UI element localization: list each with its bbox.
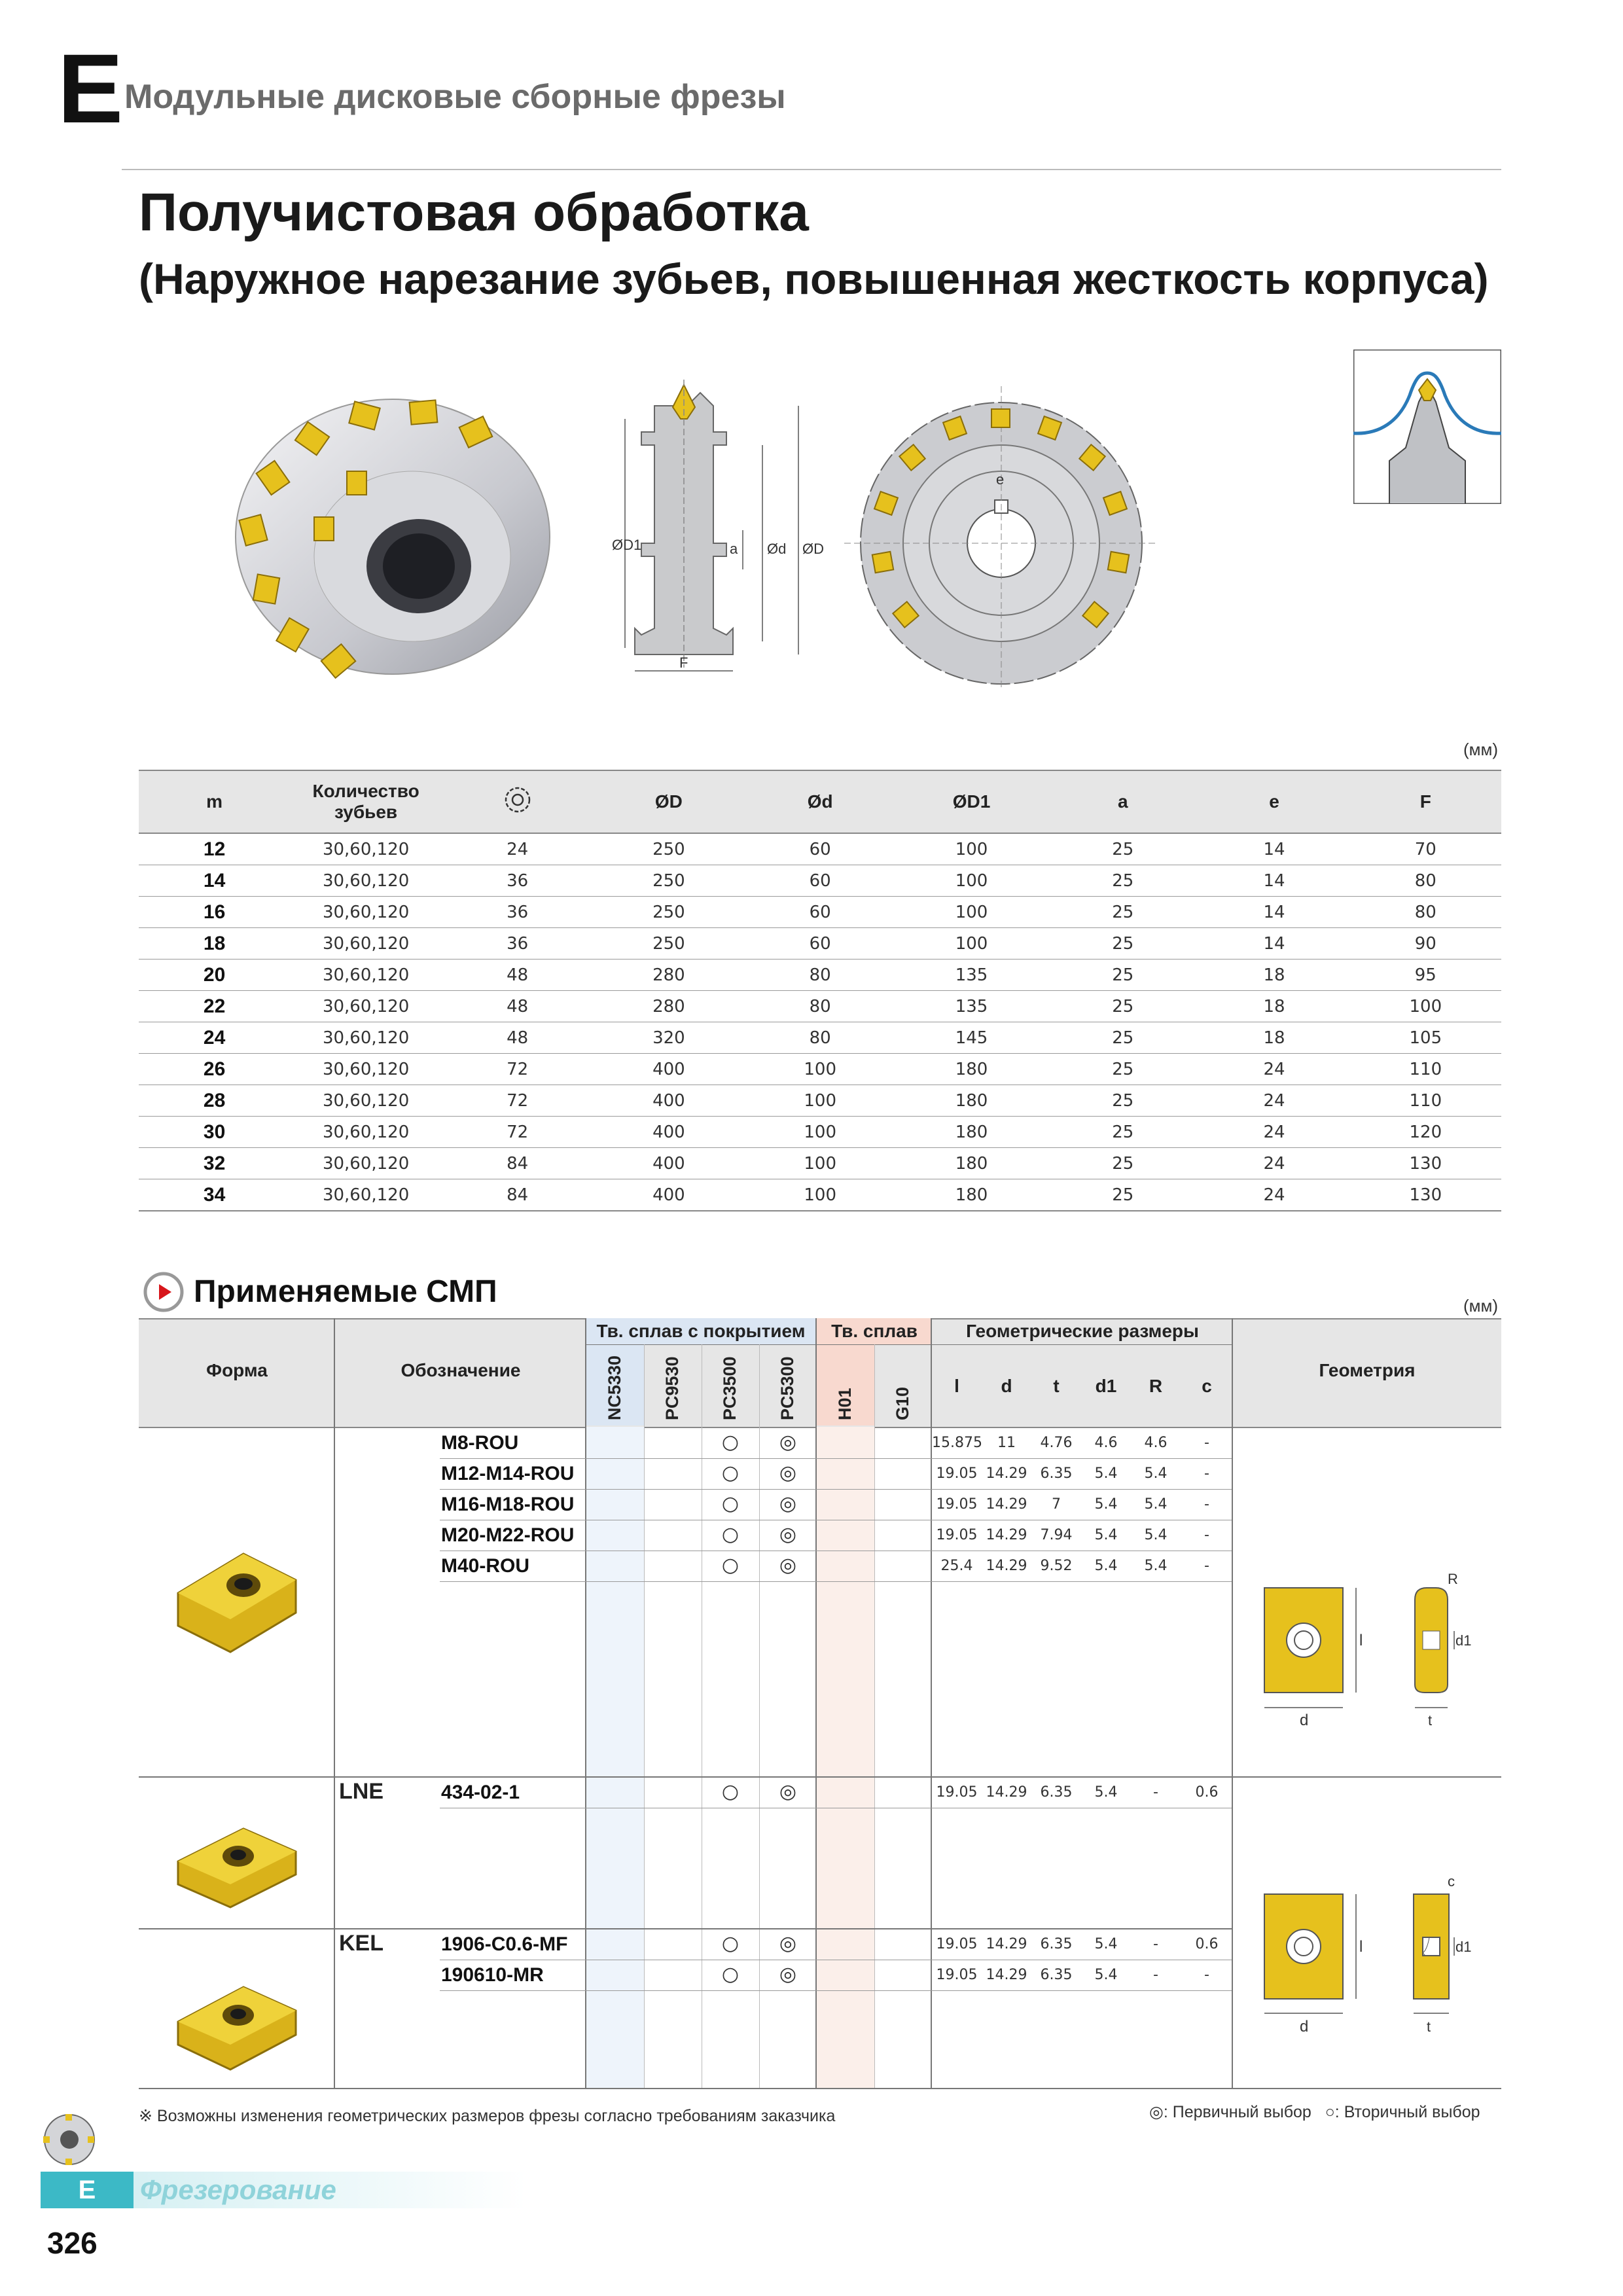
cutter-thumbnail-icon (41, 2111, 98, 2168)
spec-row (139, 1022, 1501, 1054)
insert-row-line (440, 1581, 1232, 1582)
page-title: Получистовая обработка (139, 183, 809, 242)
dim-cell: 19.05 (936, 1496, 978, 1513)
geom2-label-t: t (1427, 2018, 1431, 2035)
coated-col-fill (586, 1427, 644, 2088)
h-coated: Тв. сплав с покрытием (596, 1321, 806, 1341)
spec-cell: 48 (442, 991, 593, 1022)
spec-cell: 30,60,120 (290, 865, 442, 897)
spec-cell: 18 (1198, 960, 1349, 991)
spec-row (139, 865, 1501, 897)
spec-row (139, 1117, 1501, 1148)
spec-cell: 48 (442, 960, 593, 991)
spec-row (139, 1085, 1501, 1117)
dim-cell: 4.6 (1094, 1435, 1118, 1451)
dim-cell: 5.4 (1094, 1967, 1118, 1983)
inserts-section-title: Применяемые СМП (194, 1274, 497, 1309)
label-od1: ØD1 (612, 537, 642, 553)
dim-cell: - (1153, 1784, 1158, 1801)
spec-cell: 36 (442, 865, 593, 897)
dim-cell: 5.4 (1094, 1527, 1118, 1543)
vline-g4 (874, 1344, 875, 2089)
spec-cell: 100 (745, 1054, 896, 1085)
dim-cell: 19.05 (936, 1527, 978, 1543)
dim-cell: - (1204, 1558, 1209, 1574)
cutter-front-drawing (844, 386, 1158, 687)
vline-form (334, 1318, 335, 2089)
double-circle-icon: ◎ (779, 1431, 797, 1454)
spec-row (139, 991, 1501, 1022)
spec-cell: 14 (139, 865, 290, 897)
cutter-photo (216, 380, 556, 687)
spec-cell: 14 (1198, 928, 1349, 960)
legend-primary: : Первичный выбор (1163, 2103, 1311, 2121)
spec-cell: 110 (1350, 1085, 1501, 1117)
geom-label-t: t (1428, 1712, 1433, 1729)
hline-geomhead (932, 1344, 1232, 1345)
spec-cell: 30,60,120 (290, 1022, 442, 1054)
group-sep-1 (139, 1776, 1501, 1778)
spec-cell: 30,60,120 (290, 833, 442, 865)
insert-row-line (440, 1458, 1232, 1459)
spec-cell: 72 (442, 1117, 593, 1148)
spec-cell: 100 (896, 833, 1047, 865)
spec-cell: 250 (593, 833, 744, 865)
col-a: a (1047, 770, 1198, 833)
spec-cell: 30,60,120 (290, 1179, 442, 1211)
insert-code: M8-ROU (441, 1432, 519, 1454)
vline-geom (1232, 1318, 1233, 2089)
col-teeth-line2: зубьев (334, 802, 398, 822)
spec-cell: 320 (593, 1022, 744, 1054)
circle-icon: ○ (1325, 2103, 1335, 2121)
grade-header: H01 (835, 1388, 855, 1420)
cutter-section-drawing (609, 380, 831, 674)
dim-header: d (1001, 1376, 1012, 1396)
geom-label-R: R (1448, 1573, 1458, 1587)
h-code: Обозначение (401, 1360, 521, 1380)
dim-cell: 7.94 (1040, 1527, 1073, 1543)
dim-cell: - (1204, 1496, 1209, 1513)
spec-cell: 105 (1350, 1022, 1501, 1054)
insert-code: 1906-C0.6-MF (441, 1933, 568, 1955)
spec-cell: 36 (442, 928, 593, 960)
dim-cell: 4.76 (1040, 1435, 1073, 1451)
spec-cell: 135 (896, 960, 1047, 991)
spec-cell: 100 (896, 865, 1047, 897)
spec-cell: 135 (896, 991, 1047, 1022)
dim-cell: - (1204, 1527, 1209, 1543)
header-divider (122, 169, 1501, 170)
dim-cell: 6.35 (1040, 1936, 1073, 1952)
spec-cell: 180 (896, 1054, 1047, 1085)
spec-cell: 20 (139, 960, 290, 991)
insert-row-line (440, 1489, 1232, 1490)
col-od: Ød (745, 770, 896, 833)
spec-cell: 130 (1350, 1148, 1501, 1179)
spec-cell: 25 (1047, 833, 1198, 865)
spec-cell: 30,60,120 (290, 1148, 442, 1179)
circle-icon: ○ (721, 1963, 740, 1986)
spec-cell: 100 (1350, 991, 1501, 1022)
spec-cell: 30 (139, 1117, 290, 1148)
dim-cell: 15.875 (932, 1435, 982, 1451)
spec-cell: 70 (1350, 833, 1501, 865)
dim-cell: 4.6 (1144, 1435, 1168, 1451)
inserts-table (139, 1318, 1501, 2089)
spec-cell: 100 (745, 1117, 896, 1148)
spec-cell: 16 (139, 897, 290, 928)
geom2-label-l: l (1359, 1938, 1363, 1956)
spec-cell: 400 (593, 1179, 744, 1211)
double-circle-icon: ◎ (779, 1492, 797, 1515)
insert-code: M40-ROU (441, 1555, 530, 1577)
spec-cell: 25 (1047, 865, 1198, 897)
spec-cell: 250 (593, 865, 744, 897)
geom2-label-c: c (1448, 1873, 1455, 1890)
dim-cell: 11 (997, 1435, 1016, 1451)
dim-cell: 5.4 (1094, 1558, 1118, 1574)
dim-cell: 5.4 (1094, 1784, 1118, 1801)
spec-cell: 25 (1047, 1085, 1198, 1117)
spec-cell: 145 (896, 1022, 1047, 1054)
chapter-name: Фрезерование (140, 2174, 336, 2205)
group-sep-2 (139, 1928, 1232, 1929)
label-f: F (679, 655, 688, 671)
spec-cell: 24 (1198, 1179, 1349, 1211)
spec-cell: 100 (896, 928, 1047, 960)
spec-cell: 25 (1047, 1148, 1198, 1179)
spec-header-row (139, 770, 1501, 833)
dim-cell: 6.35 (1040, 1465, 1073, 1482)
spec-row (139, 897, 1501, 928)
spec-cell: 400 (593, 1117, 744, 1148)
col-F: F (1350, 770, 1501, 833)
circle-icon: ○ (721, 1492, 740, 1515)
spec-cell: 24 (1198, 1148, 1349, 1179)
dim-cell: 14.29 (986, 1784, 1027, 1801)
double-circle-icon: ◎ (1149, 2103, 1164, 2121)
circle-icon: ○ (721, 1523, 740, 1546)
spec-cell: 100 (745, 1085, 896, 1117)
vline-g1 (644, 1344, 645, 2089)
spec-cell: 28 (139, 1085, 290, 1117)
dim-cell: 5.4 (1144, 1527, 1168, 1543)
page-subtitle: (Наружное нарезание зубьев, повышенная жесткость корпуса) (139, 255, 1489, 303)
dim-cell: 5.4 (1144, 1558, 1168, 1574)
spec-cell: 60 (745, 865, 896, 897)
dim-cell: - (1204, 1435, 1209, 1451)
dim-cell: 6.35 (1040, 1967, 1073, 1983)
spec-cell: 30,60,120 (290, 1117, 442, 1148)
dim-cell: 14.29 (986, 1465, 1027, 1482)
h-carbide: Тв. сплав (831, 1321, 918, 1341)
footnote: ※ Возможны изменения геометрических размеров фрезы согласно требованиям заказчика (139, 2107, 836, 2125)
spec-cell: 24 (1198, 1054, 1349, 1085)
spec-cell: 14 (1198, 833, 1349, 865)
spec-cell: 280 (593, 960, 744, 991)
spec-cell: 180 (896, 1179, 1047, 1211)
inserts-unit: (мм) (1463, 1296, 1499, 1316)
spec-cell: 30,60,120 (290, 960, 442, 991)
spec-cell: 25 (1047, 897, 1198, 928)
col-teeth (290, 770, 442, 833)
label-e: e (996, 471, 1005, 488)
spec-cell: 26 (139, 1054, 290, 1085)
geometry-drawing-rou (1251, 1573, 1493, 1731)
grade-header: PC9530 (662, 1356, 682, 1420)
spec-cell: 25 (1047, 1054, 1198, 1085)
spec-cell: 25 (1047, 928, 1198, 960)
dim-cell: 5.4 (1144, 1465, 1168, 1482)
section-title: Модульные дисковые сборные фрезы (124, 78, 786, 116)
chapter-tab: E (41, 2172, 134, 2208)
dim-cell: 19.05 (936, 1784, 978, 1801)
series-lne: LNE (339, 1779, 383, 1804)
grade-header: NC5330 (605, 1355, 624, 1420)
spec-cell: 110 (1350, 1054, 1501, 1085)
spec-cell: 48 (442, 1022, 593, 1054)
dim-cell: 14.29 (986, 1496, 1027, 1513)
spec-cell: 25 (1047, 1022, 1198, 1054)
double-circle-icon: ◎ (779, 1554, 797, 1577)
page-number: 326 (47, 2226, 98, 2260)
legend (1149, 2102, 1480, 2122)
section-letter: E (58, 33, 124, 143)
spec-cell: 180 (896, 1148, 1047, 1179)
spec-cell: 80 (1350, 897, 1501, 928)
dim-cell: 5.4 (1094, 1496, 1118, 1513)
dim-cell: - (1204, 1465, 1209, 1482)
series-kel: KEL (339, 1931, 383, 1956)
grade-header: PC3500 (720, 1356, 740, 1420)
dim-cell: 25.4 (940, 1558, 973, 1574)
spec-cell: 36 (442, 897, 593, 928)
spec-cell: 100 (896, 897, 1047, 928)
label-oD: ØD (802, 541, 824, 557)
grade-header: G10 (893, 1386, 912, 1420)
spec-cell: 400 (593, 1085, 744, 1117)
spec-cell: 25 (1047, 1117, 1198, 1148)
spec-cell: 120 (1350, 1117, 1501, 1148)
spec-cell: 80 (1350, 865, 1501, 897)
spec-cell: 18 (139, 928, 290, 960)
circle-icon: ○ (721, 1431, 740, 1454)
insert-code: M20-M22-ROU (441, 1524, 575, 1546)
insert-photo-lne (165, 1816, 309, 1914)
spec-cell: 24 (442, 833, 593, 865)
col-teeth-line1: Количество (312, 781, 419, 801)
dim-cell: 5.4 (1094, 1465, 1118, 1482)
spec-cell: 30,60,120 (290, 991, 442, 1022)
dim-header: R (1149, 1376, 1163, 1396)
dim-header: l (954, 1376, 959, 1396)
col-OD1: ØD1 (896, 770, 1047, 833)
spec-cell: 100 (745, 1148, 896, 1179)
dim-cell: 19.05 (936, 1465, 978, 1482)
spec-cell: 14 (1198, 897, 1349, 928)
dim-header: t (1053, 1376, 1060, 1396)
dim-cell: 14.29 (986, 1936, 1027, 1952)
geom2-label-d1: d1 (1455, 1939, 1472, 1955)
table-bottom (139, 2088, 1501, 2089)
insert-row-line (440, 1990, 1232, 1991)
tooth-profile-icon (1353, 350, 1501, 504)
dim-cell: 0.6 (1195, 1936, 1219, 1952)
spec-cell: 84 (442, 1179, 593, 1211)
insert-photo-kel (165, 1973, 309, 2077)
dim-cell: - (1153, 1967, 1158, 1983)
spec-cell: 90 (1350, 928, 1501, 960)
spec-row (139, 1054, 1501, 1085)
geom-label-l: l (1359, 1632, 1363, 1649)
double-circle-icon: ◎ (779, 1523, 797, 1546)
dim-cell: 14.29 (986, 1967, 1027, 1983)
spec-cell: 130 (1350, 1179, 1501, 1211)
spec-table (139, 770, 1501, 1211)
h-geometry: Геометрия (1319, 1360, 1416, 1380)
spec-cell: 25 (1047, 960, 1198, 991)
label-a: a (730, 541, 738, 557)
dim-cell: 19.05 (936, 1936, 978, 1952)
dim-cell: - (1153, 1936, 1158, 1952)
col-OD: ØD (593, 770, 744, 833)
double-circle-icon: ◎ (779, 1462, 797, 1484)
spec-cell: 30,60,120 (290, 1085, 442, 1117)
dim-cell: 7 (1052, 1496, 1061, 1513)
geometry-drawing-lne-kel (1251, 1868, 1493, 2038)
double-circle-icon: ◎ (779, 1780, 797, 1803)
spec-cell: 180 (896, 1117, 1047, 1148)
spec-cell: 400 (593, 1148, 744, 1179)
spec-row (139, 960, 1501, 991)
spec-cell: 95 (1350, 960, 1501, 991)
vline-code (585, 1318, 586, 2089)
spec-cell: 80 (745, 1022, 896, 1054)
spec-cell: 34 (139, 1179, 290, 1211)
geom2-label-d: d (1300, 2018, 1309, 2036)
spec-cell: 12 (139, 833, 290, 865)
spec-cell: 80 (745, 960, 896, 991)
col-insert-count (442, 770, 593, 833)
insert-code: 190610-MR (441, 1964, 544, 1986)
spec-cell: 180 (896, 1085, 1047, 1117)
dim-header: d1 (1095, 1376, 1117, 1396)
dim-cell: 9.52 (1040, 1558, 1073, 1574)
dim-cell: 14.29 (986, 1558, 1027, 1574)
dim-cell: 5.4 (1094, 1936, 1118, 1952)
spec-cell: 30,60,120 (290, 897, 442, 928)
insert-code: M12-M14-ROU (441, 1463, 575, 1484)
play-icon (143, 1271, 185, 1313)
dim-cell: 6.35 (1040, 1784, 1073, 1801)
dim-cell: 0.6 (1195, 1784, 1219, 1801)
spec-cell: 24 (1198, 1085, 1349, 1117)
circle-icon: ○ (721, 1462, 740, 1484)
spec-cell: 25 (1047, 991, 1198, 1022)
spec-row (139, 928, 1501, 960)
insert-code: 434-02-1 (441, 1782, 520, 1803)
spec-row (139, 1179, 1501, 1211)
spec-cell: 25 (1047, 1179, 1198, 1211)
dim-header: c (1202, 1376, 1212, 1396)
double-circle-icon: ◎ (779, 1932, 797, 1955)
grade-header: PC5300 (777, 1356, 797, 1420)
spec-cell: 18 (1198, 1022, 1349, 1054)
insert-photo-rou (165, 1541, 309, 1659)
insert-icon (503, 785, 533, 815)
insert-code: M16-M18-ROU (441, 1494, 575, 1515)
spec-cell: 72 (442, 1085, 593, 1117)
double-circle-icon: ◎ (779, 1963, 797, 1986)
col-m: m (139, 770, 290, 833)
spec-cell: 24 (1198, 1117, 1349, 1148)
spec-cell: 250 (593, 897, 744, 928)
spec-cell: 18 (1198, 991, 1349, 1022)
col-e: e (1198, 770, 1349, 833)
circle-icon: ○ (721, 1780, 740, 1803)
dim-cell: 14.29 (986, 1527, 1027, 1543)
geom-label-d: d (1300, 1712, 1309, 1729)
spec-cell: 280 (593, 991, 744, 1022)
carbide-col-fill (817, 1427, 874, 2088)
circle-icon: ○ (721, 1932, 740, 1955)
spec-cell: 30,60,120 (290, 928, 442, 960)
h-form: Форма (206, 1360, 268, 1380)
spec-row (139, 1148, 1501, 1179)
spec-cell: 250 (593, 928, 744, 960)
spec-cell: 80 (745, 991, 896, 1022)
spec-unit: (мм) (1463, 740, 1499, 759)
spec-cell: 22 (139, 991, 290, 1022)
spec-cell: 24 (139, 1022, 290, 1054)
spec-cell: 30,60,120 (290, 1054, 442, 1085)
spec-cell: 100 (745, 1179, 896, 1211)
spec-cell: 60 (745, 833, 896, 865)
geom-label-d1: d1 (1455, 1632, 1472, 1649)
spec-row (139, 833, 1501, 865)
dim-cell: 19.05 (936, 1967, 978, 1983)
spec-cell: 32 (139, 1148, 290, 1179)
spec-cell: 400 (593, 1054, 744, 1085)
label-od: Ød (767, 541, 787, 557)
spec-cell: 60 (745, 897, 896, 928)
spec-cell: 14 (1198, 865, 1349, 897)
spec-cell: 84 (442, 1148, 593, 1179)
h-geom: Геометрические размеры (966, 1321, 1199, 1341)
spec-cell: 72 (442, 1054, 593, 1085)
circle-icon: ○ (721, 1554, 740, 1577)
legend-secondary: : Вторичный выбор (1334, 2103, 1480, 2121)
dim-cell: 5.4 (1144, 1496, 1168, 1513)
dim-cell: - (1204, 1967, 1209, 1983)
spec-cell: 60 (745, 928, 896, 960)
